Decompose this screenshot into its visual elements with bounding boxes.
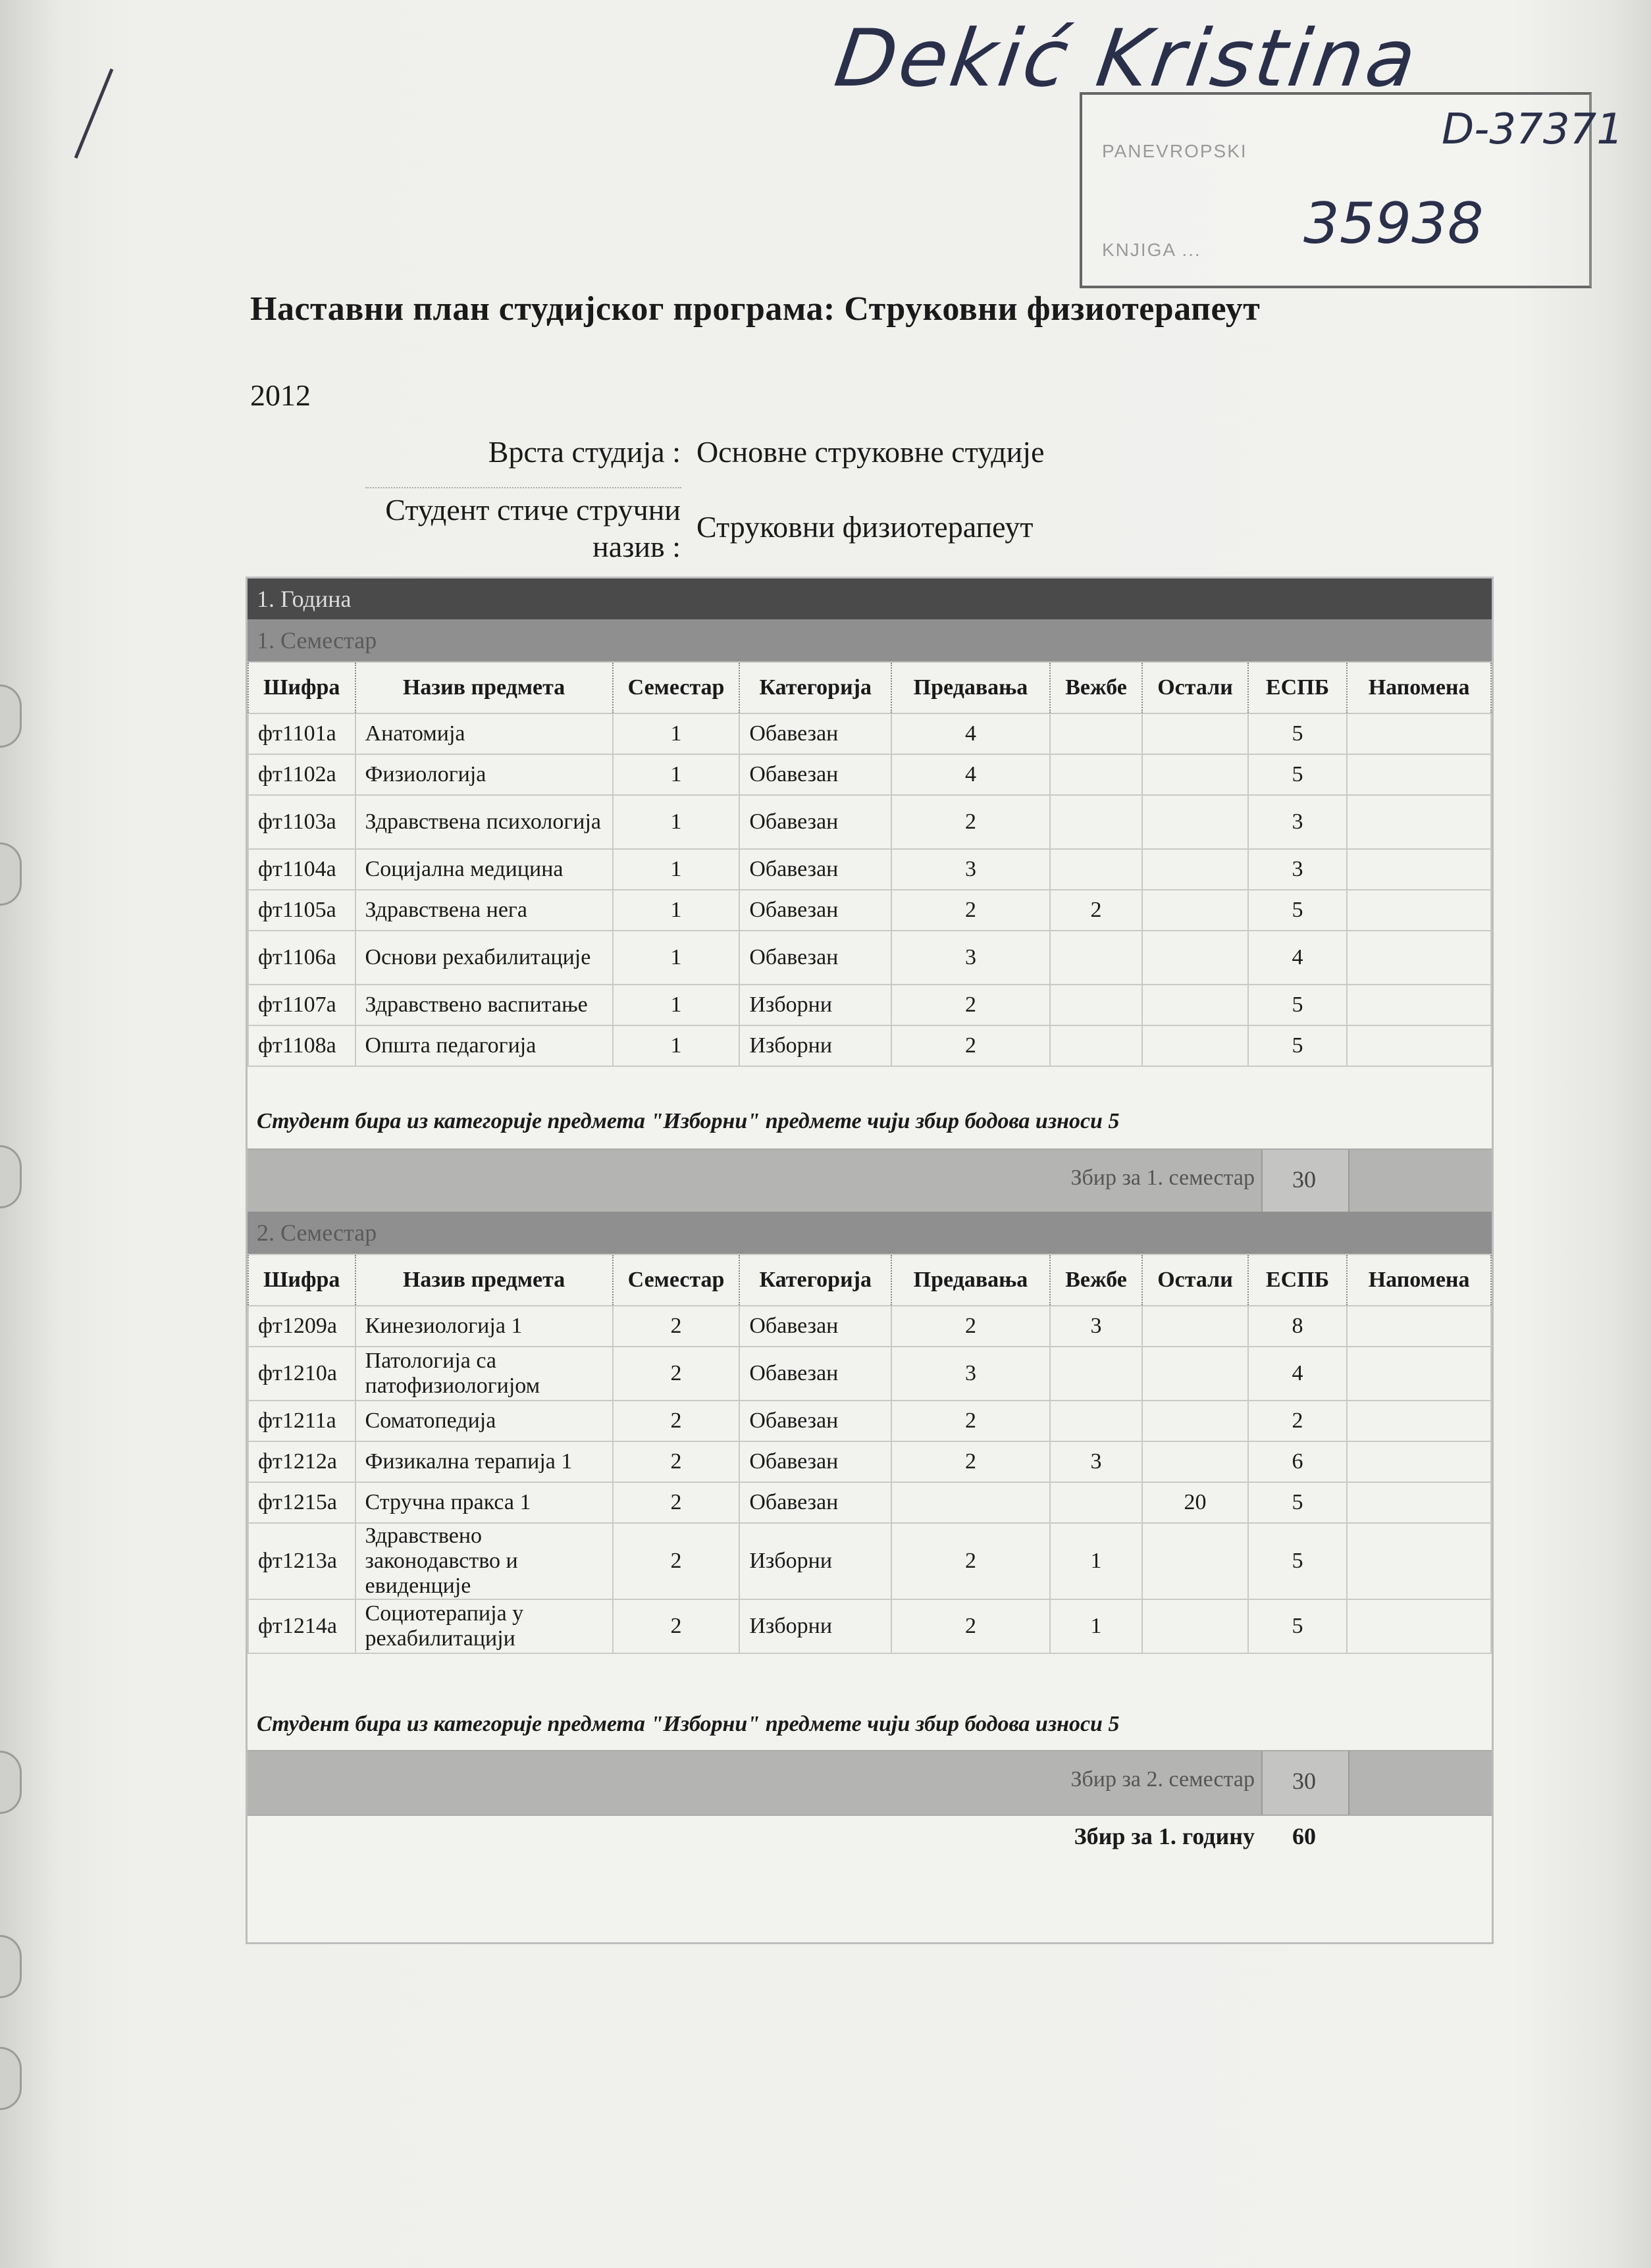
column-header: Назив предмета	[355, 1254, 613, 1306]
semester-table	[248, 1254, 1492, 1654]
category-cell: Обавезан	[739, 1347, 891, 1401]
semester-number-cell: 2	[613, 1401, 740, 1441]
category-cell: Обавезан	[739, 1306, 891, 1347]
lectures-hours-cell: 2	[891, 795, 1050, 849]
ects-credits-cell: 4	[1248, 1347, 1347, 1401]
semester-number-cell: 2	[613, 1306, 740, 1347]
subject-code-cell: фт1102а	[248, 754, 355, 795]
semester-rows	[248, 1306, 1491, 1653]
exercise-hours-cell: 2	[1050, 890, 1142, 931]
year-sum-value: 60	[1292, 1823, 1316, 1849]
category-cell: Обавезан	[739, 754, 891, 795]
semester-number-cell: 1	[613, 713, 740, 754]
lectures-hours-cell: 2	[891, 1025, 1050, 1066]
category-cell: Обавезан	[739, 890, 891, 931]
subject-code-cell: фт1214а	[248, 1599, 355, 1653]
binder-hole	[0, 1751, 22, 1814]
subject-code-cell: фт1106а	[248, 931, 355, 985]
lectures-hours-cell	[891, 1482, 1050, 1523]
exercise-hours-cell: 1	[1050, 1599, 1142, 1653]
ects-credits-cell: 5	[1248, 754, 1347, 795]
study-type-label: Врста студија :	[488, 435, 681, 469]
lectures-hours-cell: 3	[891, 931, 1050, 985]
other-hours-cell	[1142, 890, 1248, 931]
exercise-hours-cell	[1050, 931, 1142, 985]
other-hours-cell	[1142, 931, 1248, 985]
other-hours-cell	[1142, 1441, 1248, 1482]
other-hours-cell	[1142, 795, 1248, 849]
category-cell: Обавезан	[739, 1482, 891, 1523]
remark-cell	[1347, 1482, 1491, 1523]
column-header: Шифра	[248, 1254, 355, 1306]
lectures-hours-cell: 2	[891, 985, 1050, 1025]
table-row	[248, 1347, 1491, 1401]
curriculum-table	[246, 577, 1494, 1944]
ects-credits-cell: 4	[1248, 931, 1347, 985]
column-header: Напомена	[1347, 662, 1491, 713]
degree-label-line-1: Студент стиче стручни	[385, 493, 681, 527]
degree-value: Струковни физиотерапеут	[696, 510, 1034, 544]
semester-sum-label: Збир за 2. семестар	[1070, 1767, 1255, 1791]
subject-name-cell: Стручна пракса 1	[355, 1482, 613, 1523]
column-header: Предавања	[891, 662, 1050, 713]
column-header: ЕСПБ	[1248, 662, 1347, 713]
semester-number-cell: 2	[613, 1482, 740, 1523]
subject-code-cell: фт1212а	[248, 1441, 355, 1482]
semester-number-cell: 1	[613, 985, 740, 1025]
subject-name-cell: Основи рехабилитације	[355, 931, 613, 985]
remark-cell	[1347, 931, 1491, 985]
table-row	[248, 754, 1491, 795]
subject-name-cell: Соматопедија	[355, 1401, 613, 1441]
exercise-hours-cell	[1050, 713, 1142, 754]
table-row	[248, 795, 1491, 849]
category-cell: Изборни	[739, 1523, 891, 1599]
lectures-hours-cell: 2	[891, 1306, 1050, 1347]
semester-number-cell: 1	[613, 890, 740, 931]
column-header: Напомена	[1347, 1254, 1491, 1306]
exercise-hours-cell	[1050, 1482, 1142, 1523]
subject-code-cell: фт1103а	[248, 795, 355, 849]
ects-credits-cell: 5	[1248, 713, 1347, 754]
subject-code-cell: фт1105а	[248, 890, 355, 931]
binder-hole	[0, 2047, 22, 2110]
remark-cell	[1347, 713, 1491, 754]
column-header: Категорија	[739, 1254, 891, 1306]
table-row	[248, 1025, 1491, 1066]
other-hours-cell	[1142, 713, 1248, 754]
column-header: ЕСПБ	[1248, 1254, 1347, 1306]
lectures-hours-cell: 4	[891, 754, 1050, 795]
other-hours-cell	[1142, 1025, 1248, 1066]
semester-header: 1. Семестар	[248, 619, 1492, 661]
lectures-hours-cell: 2	[891, 1401, 1050, 1441]
column-header: Вежбе	[1050, 1254, 1142, 1306]
table-row	[248, 890, 1491, 931]
semester-number-cell: 2	[613, 1523, 740, 1599]
ects-credits-cell: 2	[1248, 1401, 1347, 1441]
column-header: Вежбе	[1050, 662, 1142, 713]
other-hours-cell	[1142, 985, 1248, 1025]
remark-cell	[1347, 890, 1491, 931]
subject-code-cell: фт1209а	[248, 1306, 355, 1347]
exercise-hours-cell: 3	[1050, 1441, 1142, 1482]
subject-name-cell: Здравствено законодавство и евиденције	[355, 1523, 613, 1599]
stamp-line-1: PANEVROPSKI	[1102, 141, 1247, 161]
remark-cell	[1347, 795, 1491, 849]
ects-credits-cell: 8	[1248, 1306, 1347, 1347]
exercise-hours-cell: 3	[1050, 1306, 1142, 1347]
lectures-hours-cell: 2	[891, 1523, 1050, 1599]
remark-cell	[1347, 1401, 1491, 1441]
table-header-row	[248, 1254, 1491, 1306]
table-row	[248, 1523, 1491, 1599]
year-sum-label: Збир за 1. годину	[1074, 1823, 1255, 1849]
ects-credits-cell: 5	[1248, 1482, 1347, 1523]
subject-code-cell: фт1101а	[248, 713, 355, 754]
column-header: Остали	[1142, 1254, 1248, 1306]
degree-label-line-2: назив :	[592, 530, 681, 563]
binder-hole	[0, 842, 22, 906]
lectures-hours-cell: 3	[891, 1347, 1050, 1401]
other-hours-cell	[1142, 754, 1248, 795]
ects-credits-cell: 5	[1248, 1599, 1347, 1653]
other-hours-cell	[1142, 849, 1248, 890]
semester-table	[248, 661, 1492, 1067]
category-cell: Изборни	[739, 1025, 891, 1066]
exercise-hours-cell	[1050, 985, 1142, 1025]
ects-credits-cell: 6	[1248, 1441, 1347, 1482]
table-header-row	[248, 662, 1491, 713]
exercise-hours-cell	[1050, 795, 1142, 849]
table-row	[248, 713, 1491, 754]
table-row	[248, 849, 1491, 890]
elective-note: Студент бира из категорије предмета "Изборни" предмете чији збир бодова износи 5	[257, 1712, 1120, 1736]
subject-name-cell: Физиологија	[355, 754, 613, 795]
lectures-hours-cell: 3	[891, 849, 1050, 890]
study-type-value: Основне струковне студије	[696, 435, 1045, 469]
remark-cell	[1347, 1025, 1491, 1066]
ects-credits-cell: 5	[1248, 1523, 1347, 1599]
remark-cell	[1347, 849, 1491, 890]
document-year: 2012	[250, 378, 311, 412]
other-hours-cell	[1142, 1599, 1248, 1653]
category-cell: Обавезан	[739, 1441, 891, 1482]
ects-credits-cell: 5	[1248, 985, 1347, 1025]
meta-divider	[365, 487, 681, 488]
subject-name-cell: Здравствено васпитање	[355, 985, 613, 1025]
ects-credits-cell: 3	[1248, 795, 1347, 849]
semester-number-cell: 2	[613, 1347, 740, 1401]
table-row	[248, 1401, 1491, 1441]
subject-code-cell: фт1104а	[248, 849, 355, 890]
subject-code-cell: фт1108а	[248, 1025, 355, 1066]
pen-stroke	[66, 66, 118, 165]
ects-credits-cell: 3	[1248, 849, 1347, 890]
year-header: 1. Година	[248, 579, 1492, 619]
semester-sum-value: 30	[1292, 1768, 1316, 1794]
exercise-hours-cell	[1050, 1347, 1142, 1401]
semester-sum-row	[248, 1148, 1492, 1213]
remark-cell	[1347, 1306, 1491, 1347]
semester-rows	[248, 713, 1491, 1066]
semester-sum-label: Збир за 1. семестар	[1070, 1166, 1255, 1190]
subject-code-cell: фт1210а	[248, 1347, 355, 1401]
binder-hole	[0, 1935, 22, 1998]
semester-number-cell: 1	[613, 931, 740, 985]
subject-code-cell: фт1213а	[248, 1523, 355, 1599]
handwritten-inventory-number: D-37371	[1442, 105, 1623, 154]
category-cell: Обавезан	[739, 795, 891, 849]
table-row	[248, 1441, 1491, 1482]
remark-cell	[1347, 1523, 1491, 1599]
semester-number-cell: 2	[613, 1599, 740, 1653]
binder-hole	[0, 684, 22, 748]
category-cell: Изборни	[739, 1599, 891, 1653]
subject-name-cell: Социотерапија у рехабилитацији	[355, 1599, 613, 1653]
subject-name-cell: Патологија са патофизиологијом	[355, 1347, 613, 1401]
category-cell: Обавезан	[739, 713, 891, 754]
table-row	[248, 985, 1491, 1025]
lectures-hours-cell: 4	[891, 713, 1050, 754]
other-hours-cell	[1142, 1401, 1248, 1441]
exercise-hours-cell	[1050, 1401, 1142, 1441]
column-header: Остали	[1142, 662, 1248, 713]
column-header: Шифра	[248, 662, 355, 713]
table-row	[248, 1306, 1491, 1347]
semester-number-cell: 1	[613, 754, 740, 795]
other-hours-cell: 20	[1142, 1482, 1248, 1523]
exercise-hours-cell	[1050, 1025, 1142, 1066]
semester-number-cell: 1	[613, 795, 740, 849]
subject-name-cell: Општа педагогија	[355, 1025, 613, 1066]
table-row	[248, 931, 1491, 985]
ects-credits-cell: 5	[1248, 890, 1347, 931]
category-cell: Обавезан	[739, 1401, 891, 1441]
column-header: Предавања	[891, 1254, 1050, 1306]
table-row	[248, 1599, 1491, 1653]
other-hours-cell	[1142, 1306, 1248, 1347]
other-hours-cell	[1142, 1347, 1248, 1401]
subject-name-cell: Здравствена психологија	[355, 795, 613, 849]
binder-holes	[0, 0, 39, 2268]
column-header: Категорија	[739, 662, 891, 713]
remark-cell	[1347, 754, 1491, 795]
semester-number-cell: 1	[613, 849, 740, 890]
other-hours-cell	[1142, 1523, 1248, 1599]
column-header: Семестар	[613, 662, 740, 713]
subject-code-cell: фт1215а	[248, 1482, 355, 1523]
semester-sum-value: 30	[1292, 1166, 1316, 1193]
semester-sum-row	[248, 1750, 1492, 1816]
handwritten-name: Dekić Kristina	[829, 13, 1424, 105]
subject-name-cell: Социјална медицина	[355, 849, 613, 890]
document-title: Наставни план студијског програма: Струковни физиотерапеут	[250, 290, 1261, 328]
subject-name-cell: Физикална терапија 1	[355, 1441, 613, 1482]
exercise-hours-cell	[1050, 849, 1142, 890]
category-cell: Обавезан	[739, 931, 891, 985]
stamp-line-2: KNJIGA ...	[1102, 240, 1201, 260]
table-row	[248, 1482, 1491, 1523]
subject-name-cell: Здравствена нега	[355, 890, 613, 931]
binder-hole	[0, 1145, 22, 1208]
category-cell: Обавезан	[739, 849, 891, 890]
column-header: Назив предмета	[355, 662, 613, 713]
remark-cell	[1347, 1599, 1491, 1653]
subject-name-cell: Кинезиологија 1	[355, 1306, 613, 1347]
lectures-hours-cell: 2	[891, 890, 1050, 931]
subject-code-cell: фт1211а	[248, 1401, 355, 1441]
lectures-hours-cell: 2	[891, 1599, 1050, 1653]
column-header: Семестар	[613, 1254, 740, 1306]
remark-cell	[1347, 1441, 1491, 1482]
semester-header: 2. Семестар	[248, 1212, 1492, 1254]
elective-note: Студент бира из категорије предмета "Изборни" предмете чији збир бодова износи 5	[257, 1109, 1120, 1133]
category-cell: Изборни	[739, 985, 891, 1025]
lectures-hours-cell: 2	[891, 1441, 1050, 1482]
semester-number-cell: 1	[613, 1025, 740, 1066]
exercise-hours-cell: 1	[1050, 1523, 1142, 1599]
remark-cell	[1347, 1347, 1491, 1401]
exercise-hours-cell	[1050, 754, 1142, 795]
remark-cell	[1347, 985, 1491, 1025]
subject-name-cell: Анатомија	[355, 713, 613, 754]
subject-code-cell: фт1107а	[248, 985, 355, 1025]
handwritten-record-number: 35938	[1303, 191, 1484, 257]
semester-number-cell: 2	[613, 1441, 740, 1482]
ects-credits-cell: 5	[1248, 1025, 1347, 1066]
